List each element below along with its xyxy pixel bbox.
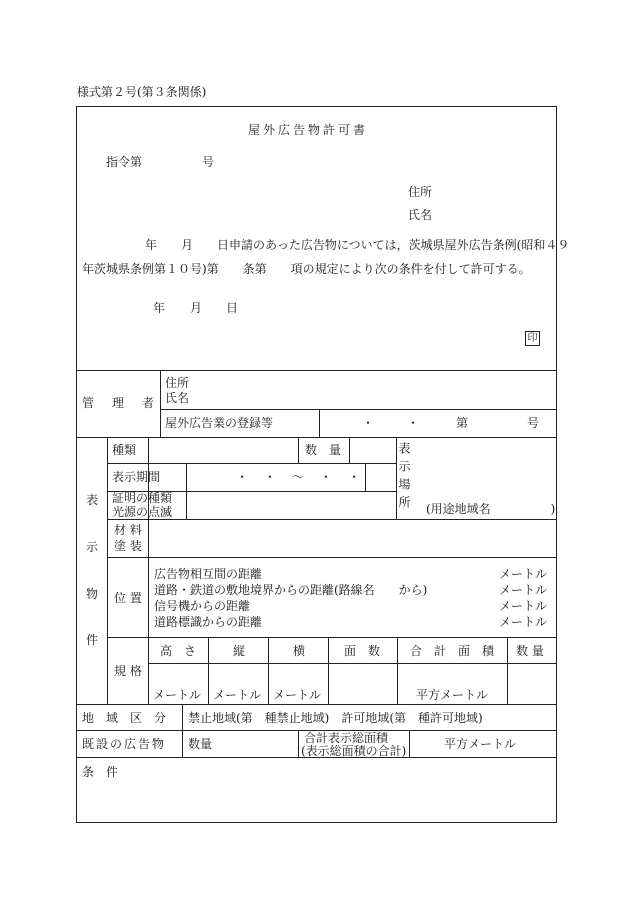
permit-body-line2: 年茨城県条例第１０号)第 条第 項の規定により次の条件を付して許可する。 [82, 262, 531, 276]
manager-address-label: 住所 [165, 376, 190, 390]
form-number: 様式第２号(第３条関係) [77, 85, 207, 99]
scale-header-quantity: 数 量 [516, 644, 544, 658]
existing-quantity-label: 数量 [188, 737, 213, 751]
scale-header-faces: 面 数 [344, 644, 381, 658]
scale-unit-horizontal: メートル [273, 688, 322, 702]
applicant-address-label: 住所 [408, 185, 433, 199]
scale-unit-total-area: 平方メートル [416, 688, 489, 702]
distance-unit-2: メートル [499, 583, 548, 597]
registration-go: 号 [527, 416, 540, 430]
scale-unit-vertical: メートル [213, 688, 262, 702]
seal-icon: 印 [525, 331, 540, 346]
display-label-char-4: 件 [86, 633, 99, 647]
light-label: 光源の点滅 [112, 505, 173, 519]
scale-label: 規 格 [114, 664, 142, 678]
cert-type-label: 証明の種類 [112, 491, 173, 505]
location-label: 表示場所 [397, 442, 411, 514]
applicant-name-label: 氏名 [408, 208, 433, 222]
registration-dai: 第 [456, 416, 469, 430]
scale-unit-height: メートル [153, 688, 202, 702]
display-label-char-2: 示 [86, 540, 99, 554]
permit-number-prefix: 指令第 [106, 155, 143, 169]
registration-label: 屋外広告業の登録等 [165, 416, 274, 430]
distance-label-1: 広告物相互間の距離 [154, 567, 263, 581]
scale-header-total-area: 合 計 面 積 [410, 644, 495, 658]
coating-label: 塗 装 [114, 539, 142, 553]
display-label-char-3: 物 [86, 587, 99, 601]
manager-label: 管 理 者 [82, 396, 158, 410]
distance-label-4: 道路標識からの距離 [154, 615, 263, 629]
display-label-char-1: 表 [86, 493, 99, 507]
existing-label: 既設の広告物 [82, 737, 167, 751]
quantity-label: 数 量 [305, 443, 342, 457]
existing-total-unit: 平方メートル [444, 737, 517, 751]
permit-body-line1: 年 月 日申請のあった広告物については，茨城県屋外広告条例(昭和４９ [145, 238, 570, 252]
distance-unit-4: メートル [499, 615, 548, 629]
form-title: 屋外広告物許可書 [248, 123, 369, 137]
usage-area: (用途地域名 ) [426, 502, 556, 516]
area-label: 地 域 区 分 [82, 711, 167, 725]
permit-number-suffix: 号 [202, 155, 215, 169]
issue-date-day: 日 [226, 301, 239, 315]
registration-dot-1: ・ [362, 416, 375, 430]
scale-header-horizontal: 横 [293, 644, 306, 658]
distance-unit-3: メートル [499, 599, 548, 613]
area-value: 禁止地域(第 種禁止地域) 許可地域(第 種許可地域) [188, 711, 483, 725]
conditions-label: 条 件 [82, 765, 119, 779]
period-label: 表示期間 [112, 470, 161, 484]
distance-label-3: 信号機からの距離 [154, 599, 251, 613]
registration-dot-2: ・ [407, 416, 420, 430]
material-label: 材 料 [114, 523, 142, 537]
manager-name-label: 氏名 [165, 391, 190, 405]
distance-label-2: 道路・鉄道の敷地境界からの距離(路線名 から) [154, 583, 428, 597]
type-label: 種類 [112, 443, 137, 457]
scale-header-vertical: 縦 [233, 644, 246, 658]
position-label: 位 置 [114, 591, 142, 605]
distance-unit-1: メートル [499, 567, 548, 581]
issue-date-year: 年 [153, 301, 166, 315]
existing-total-label-2: (表示総面積の合計) [301, 744, 407, 758]
existing-total-label-1: 合計表示総面積 [304, 731, 389, 745]
issue-date-month: 月 [190, 301, 203, 315]
scale-header-height: 高 さ [160, 644, 197, 658]
period-value: ・ ・ 〜 ・ ・ [236, 470, 363, 484]
